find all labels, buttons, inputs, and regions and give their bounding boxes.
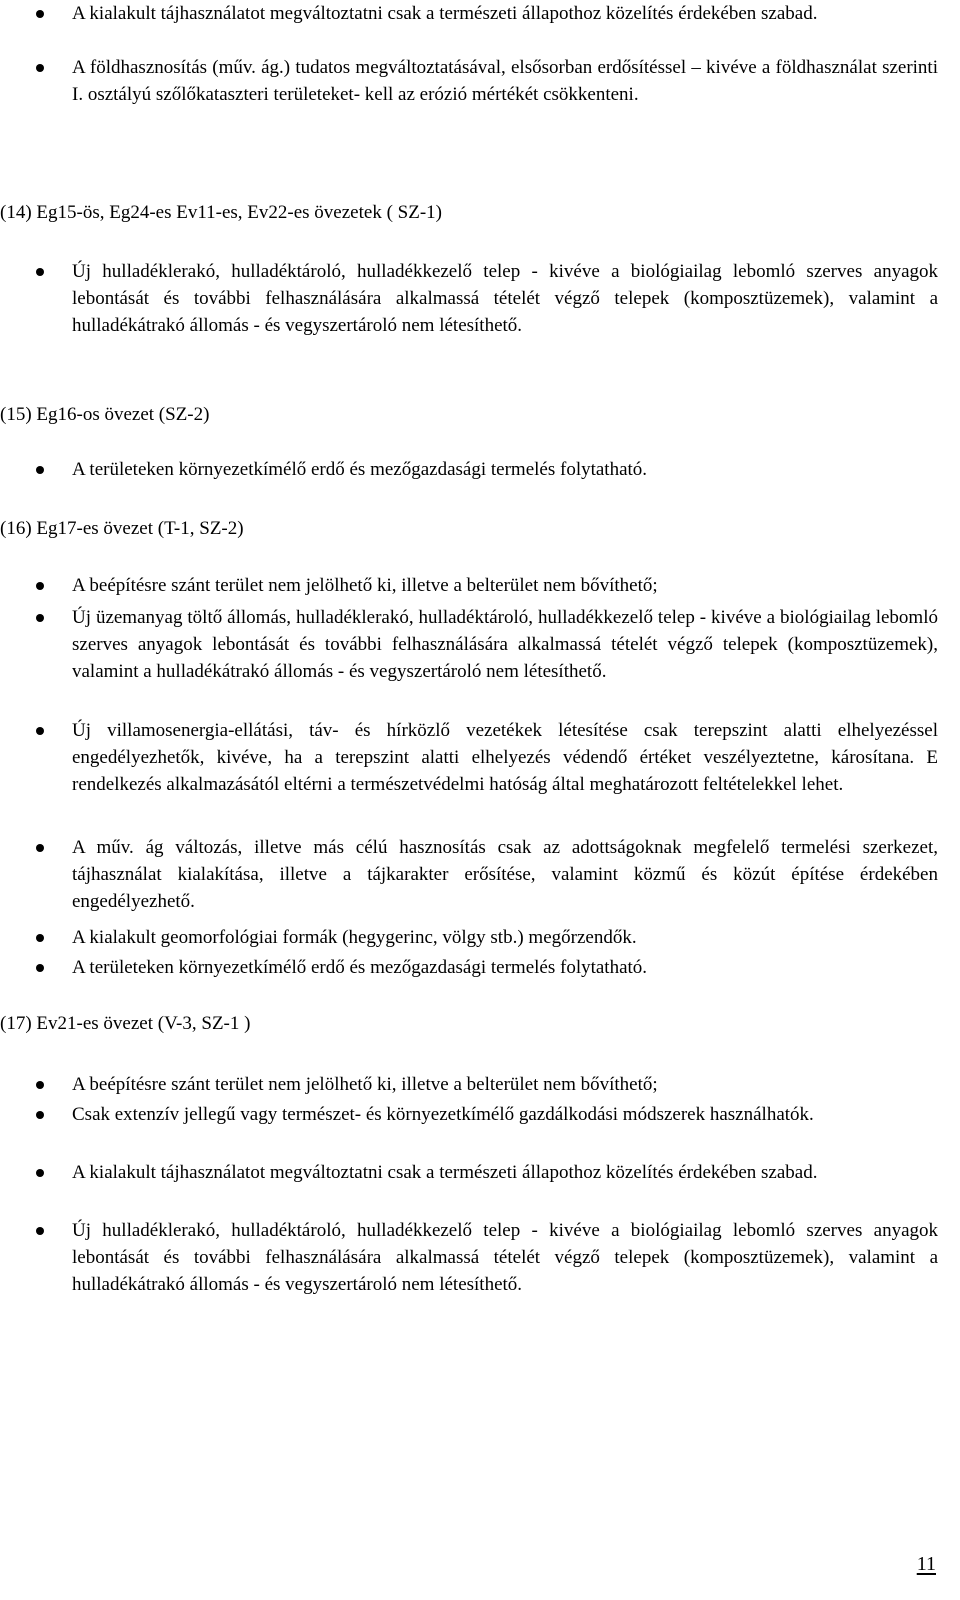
list-item-text: A kialakult geomorfológiai formák (hegygerinc, völgy stb.) megőrzendők.: [72, 927, 637, 948]
bullet-icon: [36, 268, 44, 276]
list-item-text: Csak extenzív jellegű vagy természet- és környezetkímélő gazdálkodási módszerek használhatók.: [72, 1104, 814, 1125]
list-item-text: A területeken környezetkímélő erdő és mezőgazdasági termelés folytatható.: [72, 459, 648, 480]
list-item-text: A kialakult tájhasználatot megváltoztatni csak a természeti állapothoz közelítés érdekében szabad.: [72, 3, 818, 24]
list-item-text: Új hulladéklerakó, hulladéktároló, hulladékkezelő telep - kivéve a biológiailag lebomló szerves anyagok lebontását és további felhasználására alkalmassá tételét végző telepek (komposztüzemek), valamint a hulladékátrakó állomás - és vegyszertároló nem létesíthető.: [72, 1220, 938, 1296]
list-item-text: A kialakult tájhasználatot megváltoztatni csak a természeti állapothoz közelítés érdekében szabad.: [72, 1162, 818, 1183]
bullet-icon: [36, 727, 44, 735]
bullet-icon: [36, 964, 44, 972]
bullet-icon: [36, 614, 44, 622]
list-item-text: A műv. ág változás, illetve más célú hasznosítás csak az adottságoknak megfelelő termelési szerkezet, tájhasználat kialakítása, illetve a tájkarakter erősítése, valamint közmű és közút építése érdekében engedélyezhető.: [72, 837, 938, 913]
bullet-icon: [36, 1169, 44, 1177]
list-item-text: Új hulladéklerakó, hulladéktároló, hulladékkezelő telep - kivéve a biológiailag lebomló szerves anyagok lebontását és további felhasználására alkalmassá tételét végző telepek (komposztüzemek), valamint a hulladékátrakó állomás - és vegyszertároló nem létesíthető.: [72, 261, 938, 337]
list-item-text: A földhasznosítás (műv. ág.) tudatos megváltoztatásával, elsősorban erdősítéssel – kivéve a földhasználat szerinti I. osztályú szőlőkataszteri területeket- kell az erózió mértékét csökkenteni.: [72, 57, 938, 106]
section-heading: (15) Eg16-os övezet (SZ-2): [0, 404, 210, 425]
bullet-icon: [36, 1081, 44, 1089]
list-item-text: Új üzemanyag töltő állomás, hulladéklerakó, hulladéktároló, hulladékkezelő telep - kivéve a biológiailag lebomló szerves anyagok lebontását és további felhasználására alkalmassá tételét végző telepek (komposztüzemek), valamint a hulladékátrakó állomás - és vegyszertároló nem létesíthető.: [72, 607, 938, 683]
section-heading: (14) Eg15-ös, Eg24-es Ev11-es, Ev22-es övezetek ( SZ-1): [0, 202, 442, 223]
section-heading: (16) Eg17-es övezet (T-1, SZ-2): [0, 518, 244, 539]
page-number: 11: [916, 1553, 936, 1575]
bullet-icon: [36, 844, 44, 852]
bullet-icon: [36, 10, 44, 18]
list-item-text: A beépítésre szánt terület nem jelölhető ki, illetve a belterület nem bővíthető;: [72, 575, 658, 596]
bullet-icon: [36, 1111, 44, 1119]
section-heading: (17) Ev21-es övezet (V-3, SZ-1 ): [0, 1013, 251, 1034]
bullet-icon: [36, 1227, 44, 1235]
list-item-text: Új villamosenergia-ellátási, táv- és hírközlő vezetékek létesítése csak terepszint alatti elhelyezéssel engedélyezhetők, kivéve, ha a terepszint alatti elhelyezés védendő értéket veszélyeztetne, károsítana. E rendelkezés alkalmazásától eltérni a természetvédelmi hatóság által meghatározott feltételekkel lehet.: [72, 720, 938, 796]
list-item-text: A beépítésre szánt terület nem jelölhető ki, illetve a belterület nem bővíthető;: [72, 1074, 658, 1095]
bullet-icon: [36, 934, 44, 942]
list-item-text: A területeken környezetkímélő erdő és mezőgazdasági termelés folytatható.: [72, 957, 648, 978]
bullet-icon: [36, 582, 44, 590]
bullet-icon: [36, 466, 44, 474]
bullet-icon: [36, 64, 44, 72]
